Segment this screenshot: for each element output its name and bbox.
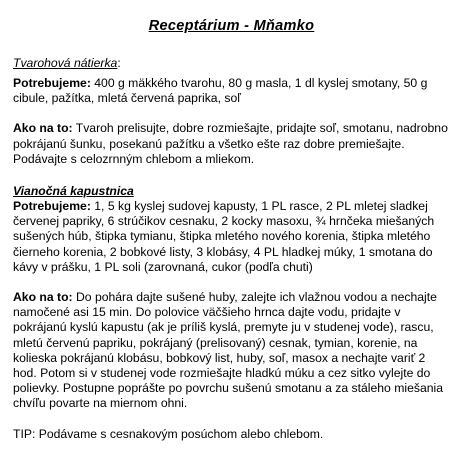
ingredients-label: Potrebujeme: — [13, 199, 91, 214]
recipe-vianocna-kapustnica — [13, 184, 450, 412]
method-paragraph — [13, 290, 450, 412]
method-paragraph — [13, 121, 450, 167]
ingredients-text: 400 g mäkkého tvarohu, 80 g masla, 1 dl kyslej smotany, 50 g cibule, pažítka, mletá červená paprika, soľ — [13, 76, 428, 106]
recipe-name-suffix: : — [117, 56, 121, 70]
recipe-name — [13, 184, 450, 199]
method-label: Ako na to: — [13, 290, 73, 305]
ingredients-paragraph — [13, 76, 450, 106]
method-label: Ako na to: — [13, 121, 73, 136]
recipe-name — [13, 56, 450, 71]
tip-text: TIP: Podávame s cesnakovým posúchom alebo chlebom. — [13, 426, 324, 441]
recipe-name-text: Vianočná kapustnica — [13, 184, 134, 199]
ingredients-text: 1, 5 kg kyslej sudovej kapusty, 1 PL rasce, 2 PL mletej sladkej červenej papriky, 6 strúčikov cesnaku, 2 kocky masoxu, ¾ hrnčeka miešaných sušených húb, štipka tymianu, štipka mletého nového korenia, štipka mletého čierneho korenia, 2 bobkové listy, 3 klobásy, 4 PL hladkej múky, 1 smotana do kávy v prášku, 1 PL soli (zarovnaná, cukor (podľa chuti) — [13, 199, 435, 274]
method-text: Do pohára dajte sušené huby, zalejte ich vlažnou vodou a nechajte namočené asi 15 min. Do polovice väčšieho hrnca dajte vodu, pridajte v pokrájanú kyslú kapustu (ak je príliš kyslá, premyte ju v studenej vode), rascu, mletú červenú papriku, pokrájaný (prelisovaný) cesnak, tymian, korenie, na kolieska pokrájanú klobásu, bobkový list, huby, soľ, masox a nechajte variť 2 hod. Potom si v studenej vode rozmiešajte hladkú múku a cez sitko vylejte do polievky. Postupne poprášte po povrchu sušenú smotanu a za stáleho miešania chvíľu povarte na miernom ohni. — [13, 290, 443, 411]
ingredients-label: Potrebujeme: — [13, 76, 91, 90]
recipe-name-text: Tvarohová nátierka — [13, 56, 118, 70]
method-text: Tvaroh prelisujte, dobre rozmiešajte, pridajte soľ, smotanu, nadrobno pokrájanú šunku, posekanú pažítku a všetko ešte raz dobre premiešajte. Podávajte s celozrnným chlebom a mliekom. — [13, 121, 448, 166]
recipe-tvarohova-natierka — [13, 56, 450, 167]
ingredients-paragraph — [13, 199, 450, 275]
document-title: Receptárium - Mňamko — [148, 18, 315, 34]
